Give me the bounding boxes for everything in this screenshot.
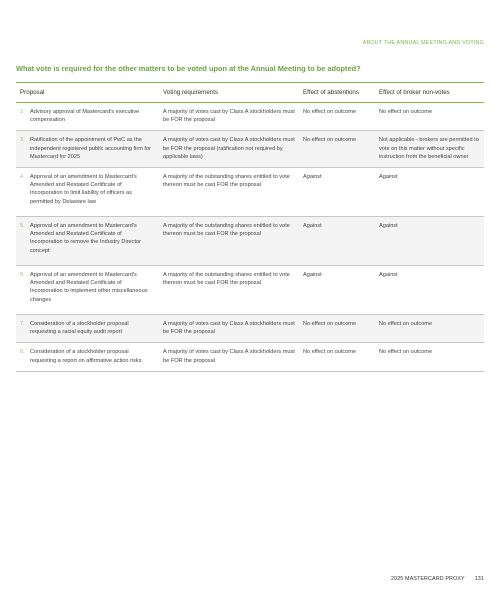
broker-cell: No effect on outcome: [375, 103, 484, 131]
proposal-cell: [16, 131, 159, 168]
table-row: [16, 266, 484, 315]
proposal-text: Approval of an amendment to Mastercard's Amended and Restated Certificate of Incorporation to remove the Industry Director concept: [30, 223, 141, 254]
requirement-cell: A majority of votes cast by Class A stockholders must be FOR the proposal: [159, 343, 299, 371]
broker-cell: Against: [375, 168, 484, 217]
proposal-number: 4.: [20, 174, 25, 181]
footer-doc-title: 2025 MASTERCARD PROXY: [391, 576, 465, 582]
requirement-cell: A majority of the outstanding shares entitled to vote thereon must be cast FOR the proposal: [159, 266, 299, 315]
broker-cell: No effect on outcome: [375, 315, 484, 343]
abstentions-cell: No effect on outcome: [299, 103, 375, 131]
proposal-text: Ratification of the appointment of PwC as the independent registered public accounting firm for Mastercard for 2025: [30, 137, 151, 160]
section-label: ABOUT THE ANNUAL MEETING AND VOTING: [362, 40, 484, 46]
proposal-cell: [16, 103, 159, 131]
requirement-cell: A majority of the outstanding shares entitled to vote thereon must be cast FOR the proposal: [159, 217, 299, 266]
table-row: [16, 131, 484, 168]
proposal-cell: [16, 343, 159, 371]
table-row: [16, 103, 484, 131]
proposal-cell: [16, 217, 159, 266]
table-row: [16, 315, 484, 343]
proposal-text: Consideration of a stockholder proposal requesting a report on affirmative action risks: [30, 349, 142, 364]
proposal-number: 2.: [20, 109, 25, 115]
proposal-text: Approval of an amendment to Mastercard's Amended and Restated Certificate of Incorporation to limit liability of officers as permitted by Delaware law: [30, 174, 137, 205]
proposal-number: 3.: [20, 137, 25, 144]
proposal-cell: [16, 266, 159, 315]
abstentions-cell: Against: [299, 266, 375, 315]
proposal-number: 7.: [20, 321, 25, 328]
abstentions-cell: Against: [299, 217, 375, 266]
table-row: [16, 343, 484, 371]
proposal-number: 5.: [20, 223, 25, 230]
column-header-voting-requirements: Voting requirements: [159, 83, 299, 103]
requirement-cell: A majority of votes cast by Class A stockholders must be FOR the proposal: [159, 103, 299, 131]
proposal-number: 6.: [20, 272, 25, 279]
page-number: 131: [474, 576, 484, 582]
voting-requirements-table: [16, 82, 484, 372]
proposal-text: Consideration of a stockholder proposal requesting a racial equity audit report: [30, 321, 129, 336]
question-heading: What vote is required for the other matters to be voted upon at the Annual Meeting to be adopted?: [16, 64, 361, 73]
requirement-cell: A majority of the outstanding shares entitled to vote thereon must be cast FOR the proposal: [159, 168, 299, 217]
column-header-proposal: Proposal: [16, 83, 159, 103]
proposal-text: Approval of an amendment to Mastercard's Amended and Restated Certificate of Incorporation to implement other miscellaneous changes: [30, 272, 148, 303]
requirement-cell: A majority of votes cast by Class A stockholders must be FOR the proposal (ratification not required by applicable laws): [159, 131, 299, 168]
abstentions-cell: No effect on outcome: [299, 131, 375, 168]
proposal-number: 8.: [20, 349, 25, 356]
column-header-broker-non-votes: Effect of broker non-votes: [375, 83, 484, 103]
broker-cell: No effect on outcome: [375, 343, 484, 371]
abstentions-cell: No effect on outcome: [299, 343, 375, 371]
page-footer: [391, 576, 484, 582]
broker-cell: Against: [375, 266, 484, 315]
table-header-row: [16, 83, 484, 103]
table-row: [16, 168, 484, 217]
proposal-cell: [16, 315, 159, 343]
proposal-text: Advisory approval of Mastercard's executive compensation: [30, 109, 140, 124]
broker-cell: Not applicable - brokers are permitted to vote on this matter without specific instruction from the beneficial owner: [375, 131, 484, 168]
proposal-cell: [16, 168, 159, 217]
column-header-abstentions: Effect of abstentions: [299, 83, 375, 103]
abstentions-cell: No effect on outcome: [299, 315, 375, 343]
table-row: [16, 217, 484, 266]
broker-cell: Against: [375, 217, 484, 266]
abstentions-cell: Against: [299, 168, 375, 217]
requirement-cell: A majority of votes cast by Class A stockholders must be FOR the proposal: [159, 315, 299, 343]
